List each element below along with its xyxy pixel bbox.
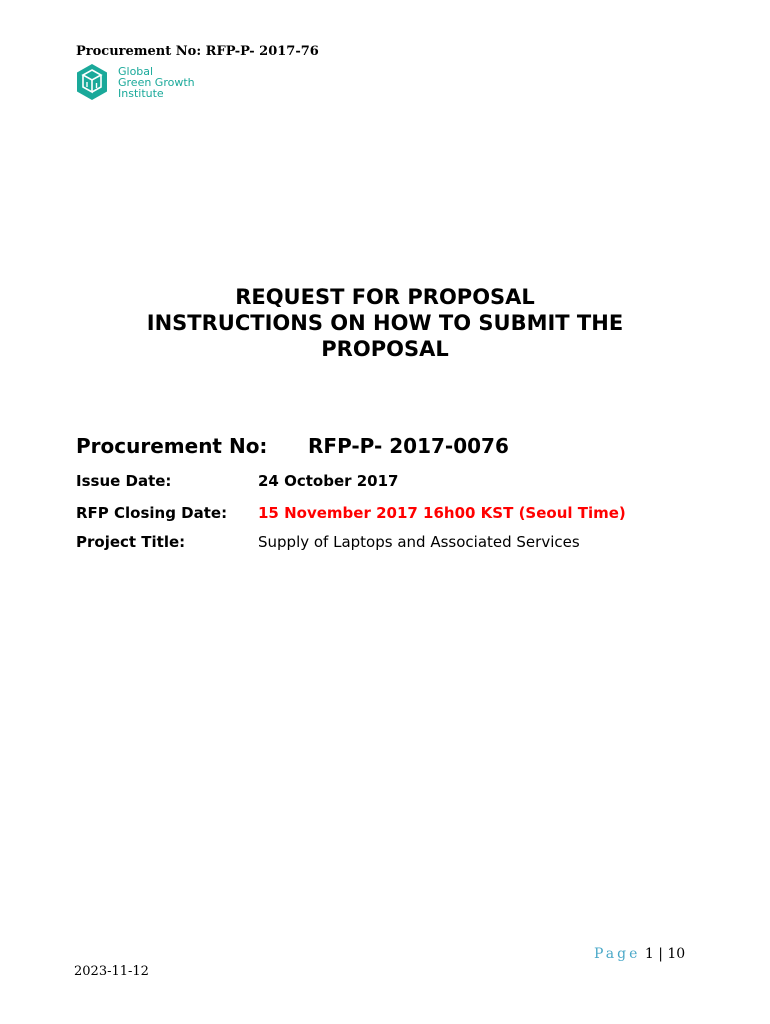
header-procurement-number: Procurement No: RFP-P- 2017-76 <box>76 44 319 59</box>
logo-wordmark <box>118 66 195 99</box>
page-word: Page <box>594 946 641 962</box>
organization-logo <box>75 61 235 103</box>
procurement-row <box>76 434 509 458</box>
title-line-3: PROPOSAL <box>321 337 449 361</box>
procurement-label: Procurement No: <box>76 434 268 458</box>
hexagon-cube-logo-icon <box>75 63 109 101</box>
closing-date-label: RFP Closing Date: <box>76 504 228 522</box>
closing-date-value: 15 November 2017 16h00 KST (Seoul Time) <box>258 504 626 522</box>
logo-line-1: Global <box>118 64 154 78</box>
project-title-row <box>76 533 580 551</box>
issue-date-row <box>76 472 399 490</box>
footer-date: 2023-11-12 <box>74 964 149 979</box>
procurement-value: RFP-P- 2017-0076 <box>308 434 509 458</box>
project-title-label: Project Title: <box>76 533 186 551</box>
document-title <box>0 284 770 362</box>
title-line-1: REQUEST FOR PROPOSAL <box>235 285 535 309</box>
title-line-2: INSTRUCTIONS ON HOW TO SUBMIT THE <box>146 311 624 335</box>
issue-date-value: 24 October 2017 <box>258 472 399 490</box>
logo-line-2: Green Growth <box>118 75 195 89</box>
page-number <box>594 946 685 962</box>
issue-date-label: Issue Date: <box>76 472 172 490</box>
project-title-value: Supply of Laptops and Associated Services <box>258 533 580 551</box>
logo-line-3: Institute <box>118 86 164 100</box>
page-count: 1 | 10 <box>644 946 686 962</box>
closing-date-row <box>76 504 626 522</box>
